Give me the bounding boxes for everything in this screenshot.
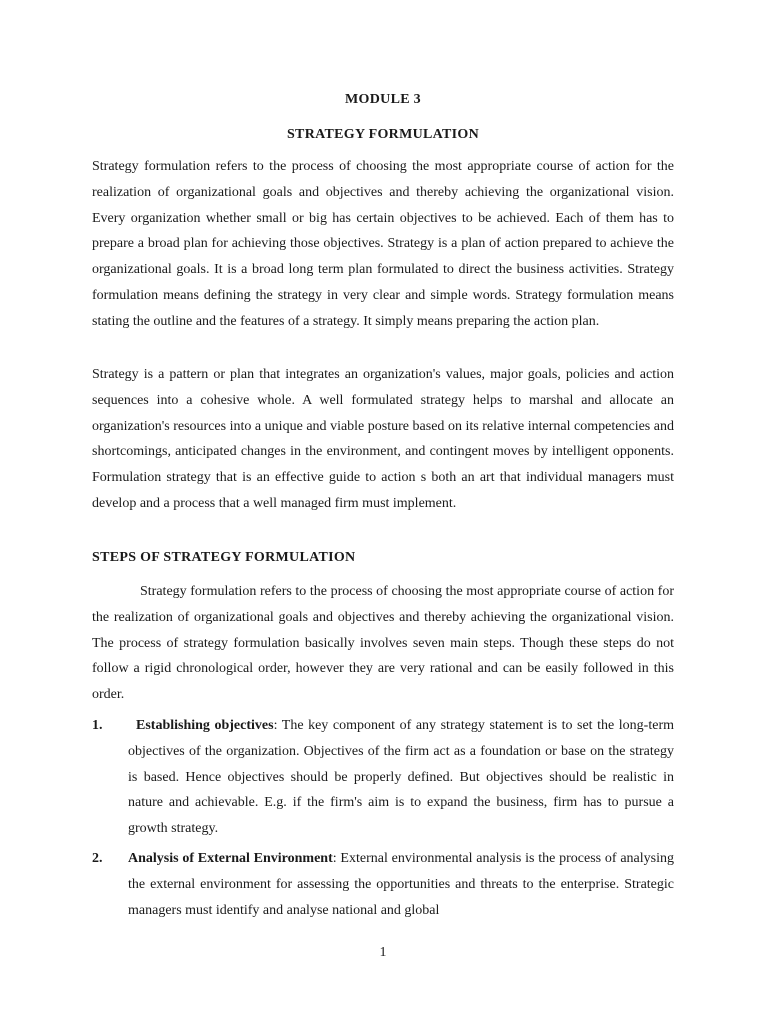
page-title: STRATEGY FORMULATION	[286, 127, 480, 142]
list-item-number: 2.	[92, 851, 103, 866]
list-item	[92, 846, 674, 923]
list-item-body	[128, 713, 674, 842]
intro-paragraph: Strategy formulation refers to the process of choosing the most appropriate course of action for the realization of organizational goals and objectives and thereby achieving the organizational vision. Every organization whether small or big has certain objectives to be achieved. Each of them has to prepare a broad plan for achieving those objectives. Strategy is a plan of action prepared to achieve the organizational goals. It is a broad long term plan formulated to direct the business activities. Strategy formulation means defining the strategy in very clear and simple words. Strategy formulation means stating the outline and the features of a strategy. It simply means preparing the action plan.	[92, 159, 674, 329]
document-page	[92, 0, 674, 1024]
list-item-number: 1.	[92, 718, 103, 733]
page-number: 1	[379, 945, 387, 960]
list-item-term: Analysis of External Environment	[128, 851, 333, 866]
strategy-definition-paragraph: Strategy is a pattern or plan that integrates an organization's values, major goals, policies and action sequences into a cohesive whole. A well formulated strategy helps to marshal and allocate an organization's resources into a unique and viable posture based on its relative internal competencies and shortcomings, anticipated changes in the environment, and contingent moves by intelligent opponents. Formulation strategy that is an effective guide to action s both an art that individual managers must develop and a process that a well managed firm must implement.	[92, 367, 674, 511]
steps-intro-paragraph: Strategy formulation refers to the process of choosing the most appropriate course of action for the realization of organizational goals and objectives and thereby achieving the organizational vision. The process of strategy formulation basically involves seven main steps. Though these steps do not follow a rigid chronological order, however they are very rational and can be easily followed in this order.	[92, 584, 674, 703]
list-item	[92, 713, 674, 842]
list-item-text: : The key component of any strategy statement is to set the long-term objectives of the organization. Objectives of the firm act as a foundation or base on the strategy is based. Hence objectives should be properly defined. But objectives should be realistic in nature and achievable. E.g. if the firm's aim is to expand the business, firm has to pursue a growth strategy.	[128, 718, 674, 837]
list-item-text: : External environmental analysis is the process of analysing the external environment for assessing the opportunities and threats to the enterprise. Strategic managers must identify and analyse national and global	[128, 851, 674, 918]
module-label: MODULE 3	[345, 92, 421, 107]
list-item-term: Establishing objectives	[136, 718, 274, 733]
list-item-body	[128, 846, 674, 923]
section-heading: STEPS OF STRATEGY FORMULATION	[92, 550, 356, 565]
